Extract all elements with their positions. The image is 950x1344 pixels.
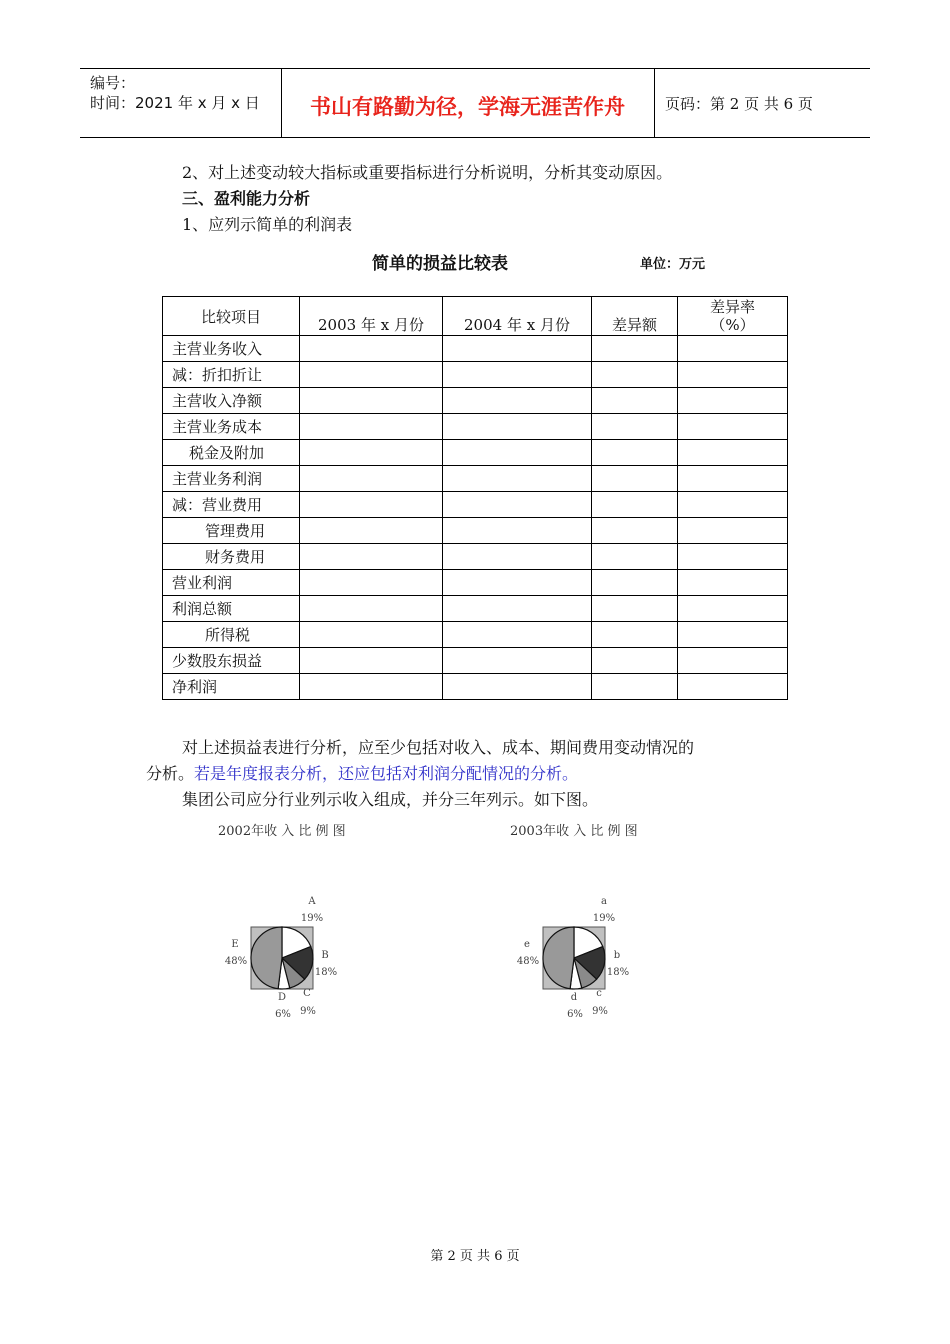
table-cell <box>678 440 788 466</box>
table-row <box>163 596 788 622</box>
pie-slice-value: 48% <box>516 956 540 967</box>
table-cell <box>678 414 788 440</box>
table-row <box>163 414 788 440</box>
pie-slice-value: 6% <box>275 1009 291 1020</box>
column-header: 差异额 <box>592 297 678 336</box>
table-row <box>163 518 788 544</box>
table-row <box>163 388 788 414</box>
table-cell <box>300 414 443 440</box>
table-cell <box>443 440 592 466</box>
table-header-row <box>163 297 788 336</box>
row-label: 营业利润 <box>163 570 300 596</box>
table-cell <box>678 492 788 518</box>
row-label: 减：折扣折让 <box>163 362 300 388</box>
table-row <box>163 466 788 492</box>
table-cell <box>443 570 592 596</box>
table-cell <box>443 362 592 388</box>
item-heading: 1、应列示简单的利润表 <box>182 215 353 234</box>
pie-slice-label: A <box>308 896 316 907</box>
table-cell <box>443 414 592 440</box>
table-row <box>163 622 788 648</box>
pie-slice-value: 9% <box>592 1006 608 1017</box>
row-label: 所得税 <box>163 622 300 648</box>
table-cell <box>300 388 443 414</box>
table-cell <box>678 362 788 388</box>
table-cell <box>592 492 678 518</box>
pie-slice-value: 9% <box>300 1006 316 1017</box>
instruction-line: 2、对上述变动较大指标或重要指标进行分析说明，分析其变动原因。 <box>182 163 673 182</box>
analysis-highlight: 若是年度报表分析，还应包括对利润分配情况的分析。 <box>194 764 579 783</box>
table-cell <box>300 466 443 492</box>
column-header-unit: （%） <box>710 316 755 334</box>
pie-slice-label: B <box>321 950 329 961</box>
header-meta <box>90 73 260 113</box>
table-row <box>163 570 788 596</box>
table-row <box>163 336 788 362</box>
page-footer: 第 2 页 共 6 页 <box>430 1249 520 1264</box>
pie-slice-label: c <box>596 988 602 999</box>
analysis-paragraph: 集团公司应分行业列示收入组成，并分三年列示。如下图。 <box>182 790 599 809</box>
page-header <box>80 68 870 138</box>
pie-slice-value: 18% <box>314 967 338 978</box>
table-row <box>163 440 788 466</box>
table-cell <box>300 648 443 674</box>
table-cell <box>678 336 788 362</box>
row-label: 税金及附加 <box>163 440 300 466</box>
table-cell <box>300 544 443 570</box>
pie-slice-label: b <box>613 950 621 961</box>
pie-chart-title: 2003年收 入 比 例 图 <box>510 824 638 839</box>
income-comparison-table <box>162 296 788 700</box>
table-row <box>163 648 788 674</box>
table-cell <box>443 336 592 362</box>
table-cell <box>300 492 443 518</box>
row-label: 主营业务成本 <box>163 414 300 440</box>
table-cell <box>300 440 443 466</box>
table-cell <box>678 466 788 492</box>
column-header: 2004 年 x 月份 <box>443 297 592 336</box>
table-cell <box>300 336 443 362</box>
table-cell <box>592 414 678 440</box>
table-row <box>163 674 788 700</box>
time-label: 时间：2021 年 x 月 x 日 <box>90 94 260 112</box>
pie-slice-label: a <box>601 896 607 907</box>
pie-chart-2003 <box>507 890 637 1030</box>
table-cell <box>300 596 443 622</box>
table-cell <box>592 648 678 674</box>
table-cell <box>592 596 678 622</box>
row-label: 主营业务利润 <box>163 466 300 492</box>
row-label: 少数股东损益 <box>163 648 300 674</box>
pie-slice-label: d <box>570 992 578 1003</box>
table-cell <box>592 388 678 414</box>
pie-slice-label: e <box>524 939 530 950</box>
table-row <box>163 492 788 518</box>
table-cell <box>592 336 678 362</box>
table-cell <box>678 544 788 570</box>
pie-slice-value: 19% <box>592 913 616 924</box>
row-label: 财务费用 <box>163 544 300 570</box>
table-cell <box>300 622 443 648</box>
pie-slice-value: 48% <box>224 956 248 967</box>
header-page-info: 页码：第 2 页 共 6 页 <box>665 95 813 113</box>
row-label: 净利润 <box>163 674 300 700</box>
table-cell <box>443 674 592 700</box>
pie-slice-value: 19% <box>300 913 324 924</box>
table-cell <box>592 518 678 544</box>
table-cell <box>678 596 788 622</box>
table-cell <box>592 362 678 388</box>
table-cell <box>300 518 443 544</box>
table-cell <box>300 570 443 596</box>
table-cell <box>443 596 592 622</box>
table-cell <box>443 492 592 518</box>
table-row <box>163 362 788 388</box>
row-label: 减：营业费用 <box>163 492 300 518</box>
number-label: 编号： <box>90 74 136 92</box>
table-cell <box>300 674 443 700</box>
table-cell <box>592 622 678 648</box>
table-cell <box>443 544 592 570</box>
analysis-text: 分析。 <box>146 764 195 783</box>
header-divider <box>654 69 655 137</box>
pie-chart-title: 2002年收 入 比 例 图 <box>218 824 346 839</box>
table-cell <box>592 674 678 700</box>
column-header-text: 差异率 <box>709 298 755 316</box>
column-header: 比较项目 <box>163 297 300 336</box>
table-cell <box>678 622 788 648</box>
table-cell <box>443 622 592 648</box>
section-heading: 三、盈利能力分析 <box>182 189 311 208</box>
analysis-paragraph: 对上述损益表进行分析，应至少包括对收入、成本、期间费用变动情况的 <box>182 738 695 757</box>
table-cell <box>678 674 788 700</box>
column-header <box>678 297 788 336</box>
table-cell <box>443 648 592 674</box>
table-cell <box>678 648 788 674</box>
table-cell <box>678 570 788 596</box>
table-cell <box>443 518 592 544</box>
table-cell <box>300 362 443 388</box>
table-cell <box>592 466 678 492</box>
table-cell <box>678 518 788 544</box>
table-cell <box>443 466 592 492</box>
pie-slice-label: C <box>303 988 311 999</box>
table-cell <box>592 440 678 466</box>
analysis-paragraph-cont <box>146 761 578 784</box>
table-unit: 单位：万元 <box>640 257 706 272</box>
pie-slice-label: E <box>231 939 239 950</box>
table-row <box>163 544 788 570</box>
table-cell <box>592 544 678 570</box>
row-label: 主营收入净额 <box>163 388 300 414</box>
pie-chart-2002 <box>215 890 345 1030</box>
column-header: 2003 年 x 月份 <box>300 297 443 336</box>
table-cell <box>592 570 678 596</box>
row-label: 管理费用 <box>163 518 300 544</box>
pie-slice-label: D <box>277 992 287 1003</box>
row-label: 利润总额 <box>163 596 300 622</box>
row-label: 主营业务收入 <box>163 336 300 362</box>
header-motto: 书山有路勤为径，学海无涯苦作舟 <box>310 95 625 119</box>
pie-slice-value: 18% <box>606 967 630 978</box>
table-title: 简单的损益比较表 <box>372 254 508 274</box>
table-cell <box>443 388 592 414</box>
table-cell <box>678 388 788 414</box>
pie-slice-value: 6% <box>567 1009 583 1020</box>
